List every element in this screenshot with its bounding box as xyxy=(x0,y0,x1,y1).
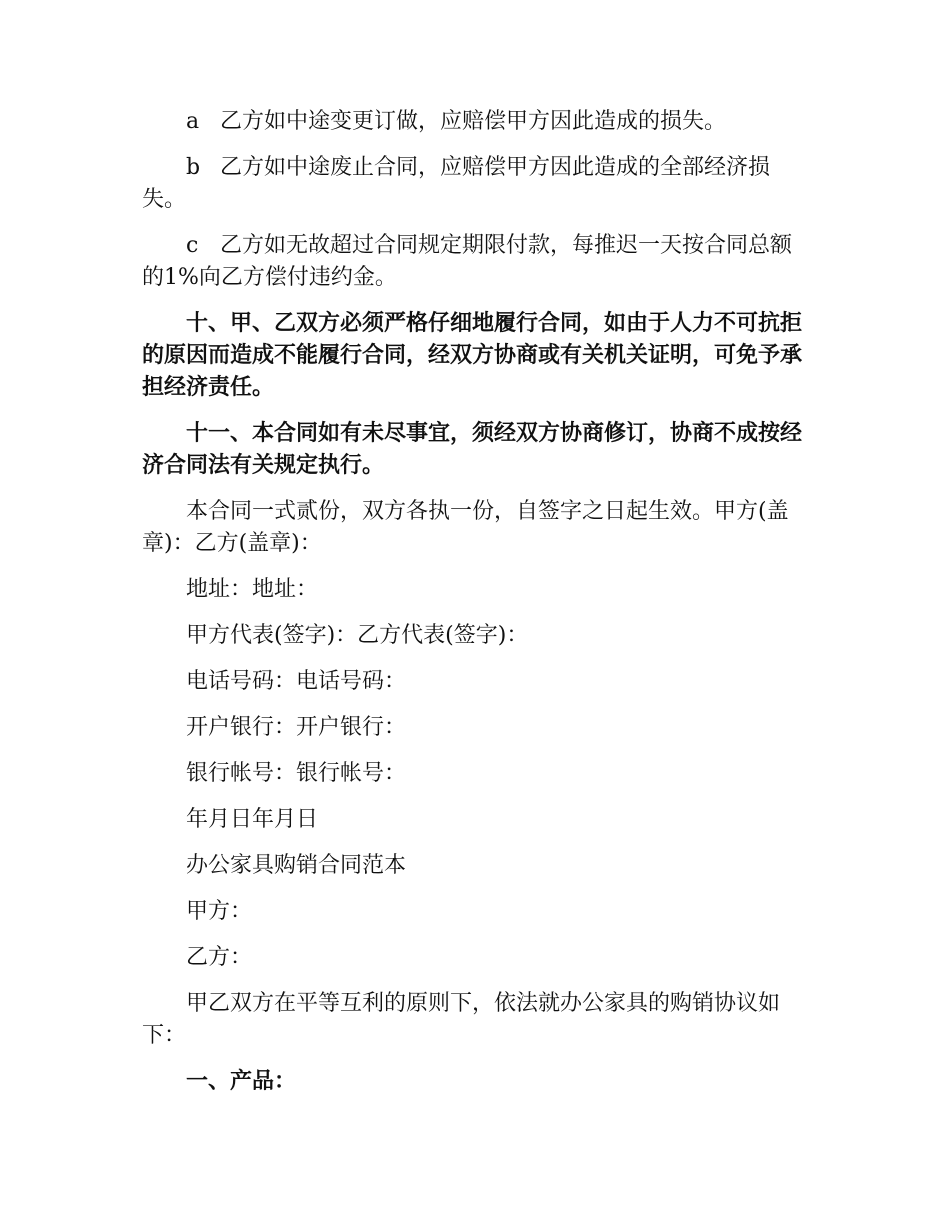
bank-line: 开户银行：开户银行： xyxy=(186,715,407,740)
article-11: 十一、本合同如有未尽事宜，须经双方协商修订，协商不成按经济合同法有关规定执行。 xyxy=(142,421,803,478)
document-body xyxy=(142,106,812,1112)
clause-text: 乙方如无故超过合同规定期限付款，每推迟一天按合同总额的1%向乙方偿付违约金。 xyxy=(142,233,793,290)
intro-paragraph: 甲乙双方在平等互利的原则下，依法就办公家具的购销协议如下： xyxy=(142,991,781,1048)
phone-line: 电话号码：电话号码： xyxy=(186,669,407,694)
representative-line: 甲方代表(签字)：乙方代表(签字)： xyxy=(186,623,529,648)
clause-marker: a xyxy=(186,109,200,134)
effective-clause: 本合同一式贰份，双方各执一份，自签字之日起生效。甲方(盖章)：乙方(盖章)： xyxy=(142,499,789,556)
account-line: 银行帐号：银行帐号： xyxy=(186,761,407,786)
clause-c xyxy=(142,230,812,294)
clause-marker: b xyxy=(186,155,201,180)
address-line: 地址：地址： xyxy=(186,577,319,602)
contract-title: 办公家具购销合同范本 xyxy=(186,853,407,878)
party-a-line: 甲方： xyxy=(186,899,253,924)
article-10: 十、甲、乙双方必须严格仔细地履行合同，如由于人力不可抗拒的原因而造成不能履行合同，经双方协商或有关机关证明，可免予承担经济责任。 xyxy=(142,311,803,400)
clause-marker: c xyxy=(186,233,199,258)
party-b-line: 乙方： xyxy=(186,945,253,970)
clause-text: 乙方如中途变更订做，应赔偿甲方因此造成的损失。 xyxy=(220,109,727,134)
date-line: 年月日年月日 xyxy=(186,807,319,832)
section-1-heading: 一、产品： xyxy=(186,1069,297,1094)
clause-text: 乙方如中途废止合同，应赔偿甲方因此造成的全部经济损失。 xyxy=(142,155,771,212)
clause-a xyxy=(142,106,812,138)
clause-b xyxy=(142,152,812,216)
